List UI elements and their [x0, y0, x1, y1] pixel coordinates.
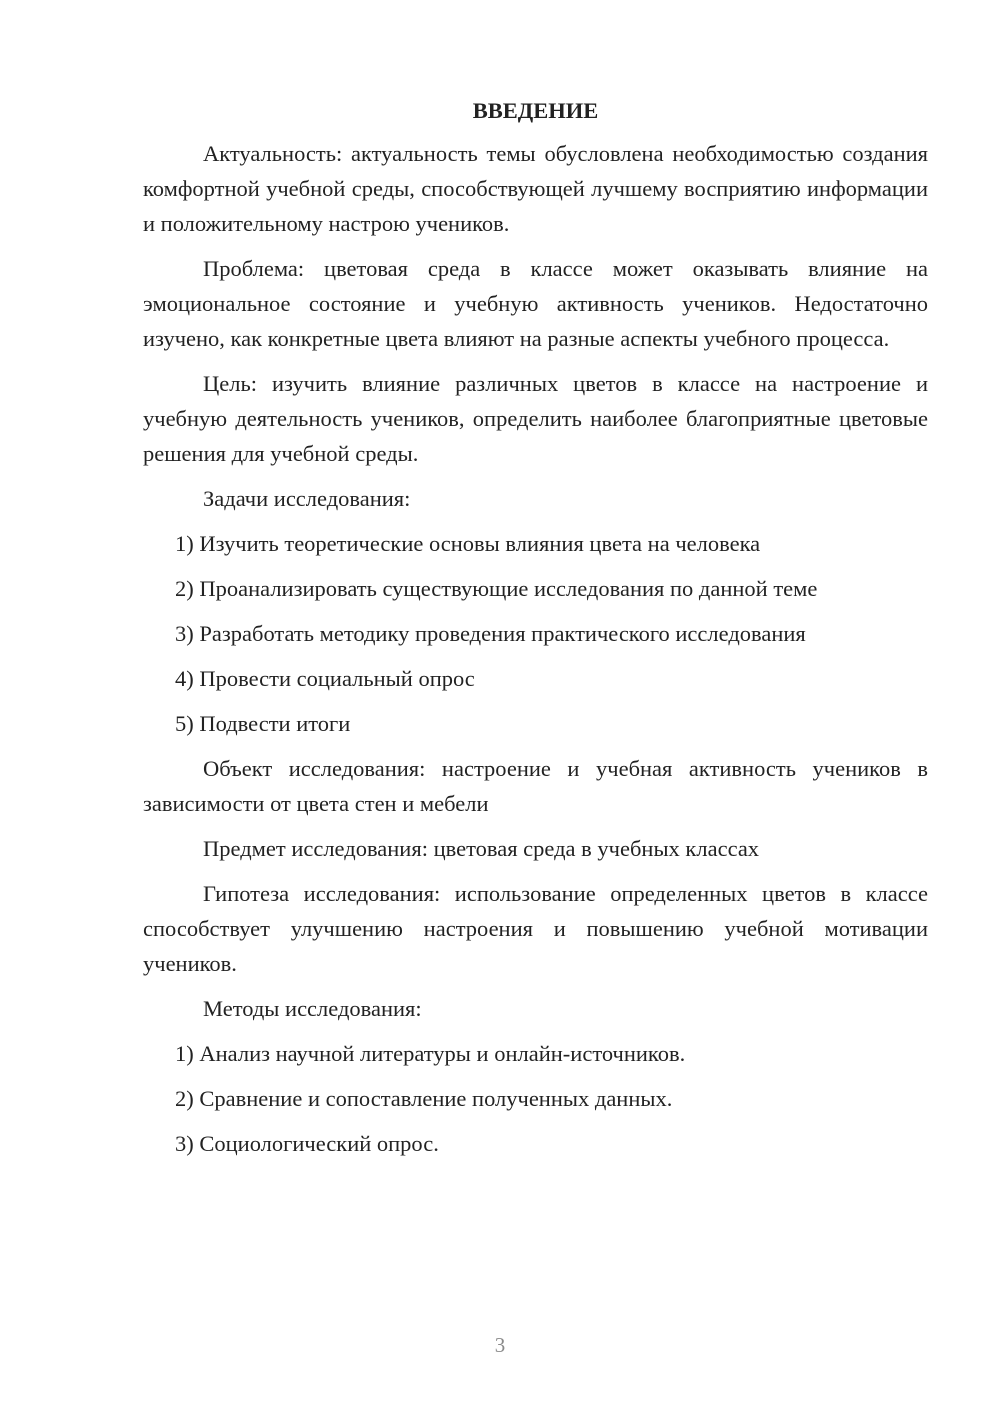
document-page	[143, 96, 928, 1171]
list-item: 3) Разработать методику проведения практического исследования	[175, 621, 806, 646]
tasks-list	[143, 526, 928, 741]
list-item: 4) Провести социальный опрос	[175, 666, 475, 691]
methods-heading: Методы исследования:	[203, 996, 422, 1021]
methods-list	[143, 1036, 928, 1161]
list-item: 2) Сравнение и сопоставление полученных данных.	[175, 1086, 673, 1111]
list-item: 2) Проанализировать существующие исследования по данной теме	[175, 576, 818, 601]
relevance-paragraph: Актуальность: актуальность темы обусловлена необходимостью создания комфортной учебной среды, способствующей лучшему восприятию информации и положительному настрою учеников.	[143, 141, 928, 236]
object-paragraph: Объект исследования: настроение и учебная активность учеников в зависимости от цвета стен и мебели	[143, 756, 928, 816]
list-item: 3) Социологический опрос.	[175, 1131, 439, 1156]
tasks-heading: Задачи исследования:	[203, 486, 411, 511]
page-number: 3	[494, 1333, 506, 1357]
subject-paragraph: Предмет исследования: цветовая среда в учебных классах	[203, 836, 760, 861]
page-title: ВВЕДЕНИЕ	[472, 98, 599, 123]
list-item: 1) Изучить теоретические основы влияния цвета на человека	[175, 531, 761, 556]
goal-paragraph: Цель: изучить влияние различных цветов в классе на настроение и учебную деятельность учеников, определить наиболее благоприятные цветовые решения для учебной среды.	[143, 371, 928, 466]
list-item: 1) Анализ научной литературы и онлайн-источников.	[175, 1041, 686, 1066]
hypothesis-paragraph: Гипотеза исследования: использование определенных цветов в классе способствует улучшению настроения и повышению учебной мотивации учеников.	[143, 881, 928, 976]
list-item: 5) Подвести итоги	[175, 711, 351, 736]
problem-paragraph: Проблема: цветовая среда в классе может оказывать влияние на эмоциональное состояние и учебную активность учеников. Недостаточно изучено, как конкретные цвета влияют на разные аспекты учебного процесса.	[143, 256, 928, 351]
